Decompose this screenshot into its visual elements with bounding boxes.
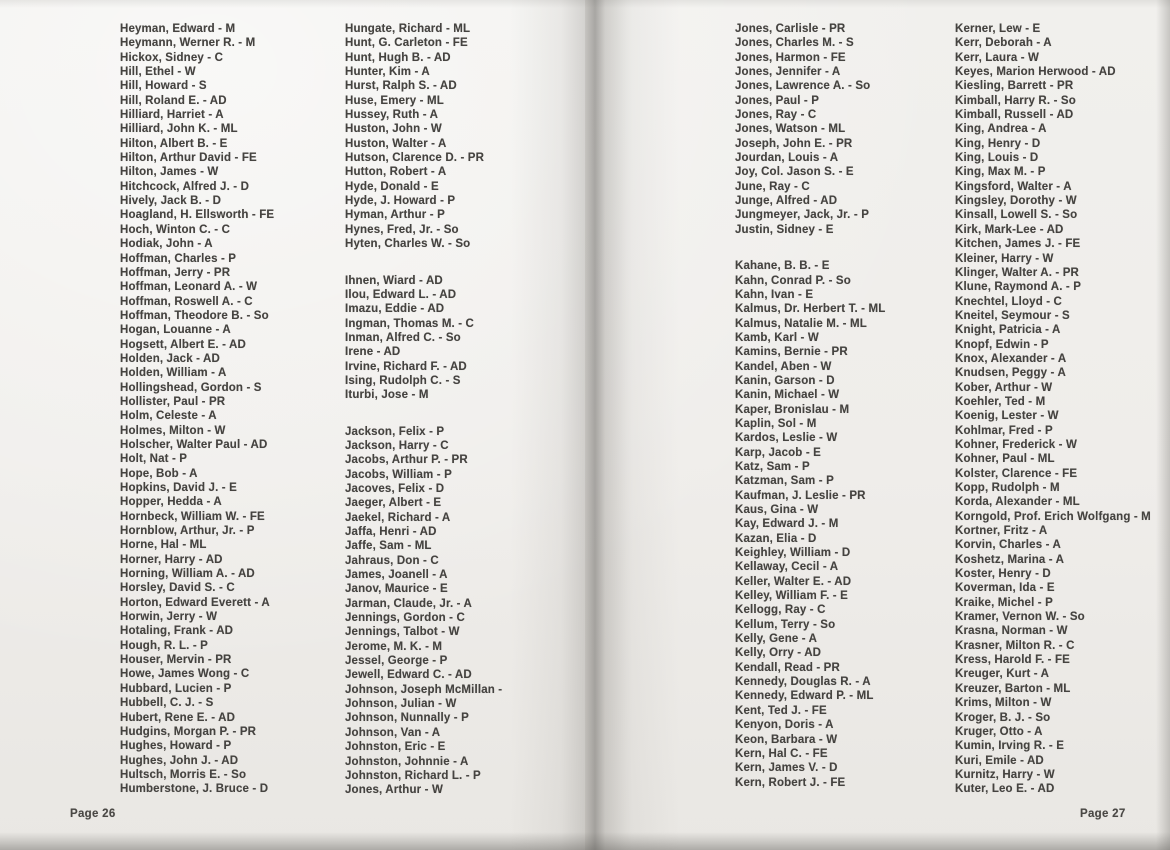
directory-entry: Kinsall, Lowell S. - So: [955, 209, 1078, 222]
directory-entry: Kruger, Otto - A: [955, 725, 1043, 738]
directory-entry: Kelley, William F. - E: [735, 590, 848, 603]
directory-entry: Jungmeyer, Jack, Jr. - P: [735, 209, 870, 222]
directory-entry: King, Max M. - P: [955, 166, 1046, 179]
directory-entry: Kanin, Michael - W: [735, 389, 840, 402]
directory-entry: Hultsch, Morris E. - So: [120, 768, 247, 781]
directory-entry: Klune, Raymond A. - P: [955, 281, 1082, 294]
directory-entry: Horton, Edward Everett - A: [120, 596, 270, 609]
directory-entry: Horne, Hal - ML: [120, 539, 207, 552]
directory-entry: Jones, Jennifer - A: [735, 66, 841, 79]
directory-entry: Keon, Barbara - W: [735, 733, 838, 746]
directory-entry: Kelly, Orry - AD: [735, 647, 822, 660]
directory-entry: June, Ray - C: [735, 180, 810, 193]
directory-entry: Huston, Walter - A: [345, 137, 447, 150]
directory-entry: Hodiak, John - A: [120, 238, 213, 251]
directory-entry: Katz, Sam - P: [735, 460, 810, 473]
directory-entry: Kiesling, Barrett - PR: [955, 80, 1074, 93]
directory-entry: Jones, Carlisle - PR: [735, 23, 846, 35]
directory-entry: Kaplin, Sol - M: [735, 417, 817, 430]
directory-entry: Kleiner, Harry - W: [955, 252, 1054, 265]
directory-entry: Krasner, Milton R. - C: [955, 639, 1075, 652]
directory-entry: Hutson, Clarence D. - PR: [345, 152, 485, 165]
directory-entry: Hoagland, H. Ellsworth - FE: [120, 209, 275, 222]
directory-entry: Hitchcock, Alfred J. - D: [120, 180, 250, 193]
directory-entry: Holt, Nat - P: [120, 453, 188, 466]
directory-entry: Iturbi, Jose - M: [345, 389, 429, 402]
directory-entry: Hyde, Donald - E: [345, 180, 439, 193]
directory-entry: Hoffman, Charles - P: [120, 252, 237, 265]
directory-entry: Hornblow, Arthur, Jr. - P: [120, 525, 255, 538]
directory-entry: Hoffman, Jerry - PR: [120, 266, 231, 279]
directory-entry: Hogsett, Albert E. - AD: [120, 338, 246, 351]
directory-entry: Hynes, Fred, Jr. - So: [345, 223, 459, 236]
directory-entry: Kellum, Terry - So: [735, 618, 836, 631]
directory-entry: Hunter, Kim - A: [345, 66, 430, 79]
directory-entry: Kohner, Frederick - W: [955, 438, 1078, 451]
directory-entry: Jessel, George - P: [345, 655, 448, 668]
directory-entry: Jones, Paul - P: [735, 94, 820, 107]
directory-entry: King, Andrea - A: [955, 123, 1047, 136]
directory-entry: Jaffa, Henri - AD: [345, 526, 437, 538]
directory-entry: Kern, James V. - D: [735, 762, 838, 775]
directory-entry: Kortner, Fritz - A: [955, 525, 1048, 538]
directory-entry: Holden, Jack - AD: [120, 352, 220, 365]
directory-entry: Koverman, Ida - E: [955, 582, 1055, 595]
directory-entry: Junge, Alfred - AD: [735, 195, 838, 208]
directory-entry: Knight, Patricia - A: [955, 324, 1061, 337]
directory-entry: Hyman, Arthur - P: [345, 209, 445, 222]
directory-entry: Kreuger, Kurt - A: [955, 668, 1050, 681]
directory-entry: Kohlmar, Fred - P: [955, 424, 1053, 437]
directory-entry: Heymann, Werner R. - M: [120, 37, 256, 50]
directory-entry: Howe, James Wong - C: [120, 668, 250, 681]
directory-entry: Kamins, Bernie - PR: [735, 346, 848, 359]
directory-entry: Johnston, Johnnie - A: [345, 755, 469, 768]
directory-entry: Hilliard, Harriet - A: [120, 109, 224, 122]
directory-entry: Kellogg, Ray - C: [735, 604, 826, 617]
directory-entry: Joy, Col. Jason S. - E: [735, 166, 854, 179]
directory-entry: Knudsen, Peggy - A: [955, 367, 1066, 380]
directory-entry: Justin, Sidney - E: [735, 223, 834, 236]
directory-entry: Kent, Ted J. - FE: [735, 704, 827, 717]
directory-entry: Kitchen, James J. - FE: [955, 238, 1081, 251]
directory-entry: Hunt, G. Carleton - FE: [345, 37, 468, 50]
directory-entry: Korngold, Prof. Erich Wolfgang - M: [955, 510, 1151, 523]
directory-entry: Kanin, Garson - D: [735, 374, 835, 387]
directory-entry: Johnson, Joseph McMillan -: [345, 683, 503, 696]
directory-entry: Huston, John - W: [345, 123, 442, 136]
directory-entry: Hotaling, Frank - AD: [120, 625, 234, 638]
directory-entry: Knox, Alexander - A: [955, 352, 1067, 365]
directory-entry: Johnson, Van - A: [345, 726, 441, 739]
directory-entry: Kaper, Bronislau - M: [735, 403, 850, 416]
directory-entry: Kendall, Read - PR: [735, 661, 840, 674]
directory-entry: Krasna, Norman - W: [955, 625, 1068, 638]
directory-entry: Johnson, Nunnally - P: [345, 712, 469, 725]
directory-entry: Jourdan, Louis - A: [735, 152, 839, 165]
directory-entry: Holscher, Walter Paul - AD: [120, 438, 268, 451]
directory-entry: Kazan, Elia - D: [735, 532, 817, 545]
directory-entry: Kahn, Ivan - E: [735, 288, 814, 301]
directory-entry: Kamb, Karl - W: [735, 331, 819, 344]
directory-entry: Kolster, Clarence - FE: [955, 467, 1078, 480]
page-number-left: Page 26: [70, 808, 116, 820]
directory-entry: Keller, Walter E. - AD: [735, 575, 852, 588]
directory-entry: Inman, Alfred C. - So: [345, 331, 461, 344]
list-group-gap: [345, 403, 577, 425]
directory-entry: Krims, Milton - W: [955, 697, 1052, 710]
directory-entry: Hurst, Ralph S. - AD: [345, 80, 457, 93]
directory-entry: Hyde, J. Howard - P: [345, 195, 456, 208]
directory-entry: Horner, Harry - AD: [120, 553, 223, 566]
directory-entry: King, Louis - D: [955, 152, 1039, 165]
directory-entry: Jerome, M. K. - M: [345, 640, 443, 653]
directory-entry: Kneitel, Seymour - S: [955, 309, 1070, 322]
directory-entry: Kelly, Gene - A: [735, 633, 818, 646]
directory-entry: Kirk, Mark-Lee - AD: [955, 223, 1064, 236]
directory-entry: Kerr, Deborah - A: [955, 37, 1052, 50]
directory-entry: Johnston, Eric - E: [345, 741, 446, 754]
directory-entry: Kalmus, Natalie M. - ML: [735, 317, 867, 330]
directory-entry: Humberstone, J. Bruce - D: [120, 783, 269, 796]
directory-entry: Hussey, Ruth - A: [345, 109, 439, 122]
directory-entry: Jones, Watson - ML: [735, 123, 846, 136]
name-column-4: [955, 22, 1170, 797]
directory-entry: Kennedy, Edward P. - ML: [735, 690, 874, 703]
directory-entry: Hilton, James - W: [120, 166, 219, 179]
directory-entry: Knopf, Edwin - P: [955, 338, 1049, 351]
directory-entry: Ilou, Edward L. - AD: [345, 288, 457, 301]
directory-entry: Jennings, Gordon - C: [345, 612, 465, 625]
directory-entry: Klinger, Walter A. - PR: [955, 266, 1080, 279]
directory-entry: Irene - AD: [345, 346, 401, 359]
directory-entry: Heyman, Edward - M: [120, 23, 236, 35]
directory-entry: Kellaway, Cecil - A: [735, 561, 839, 574]
page-number-right: Page 27: [1080, 808, 1126, 820]
directory-entry: Imazu, Eddie - AD: [345, 303, 445, 316]
directory-entry: Hunt, Hugh B. - AD: [345, 51, 451, 64]
directory-entry: Kuri, Emile - AD: [955, 754, 1044, 767]
directory-entry: Kahn, Conrad P. - So: [735, 274, 851, 287]
directory-entry: Jennings, Talbot - W: [345, 626, 460, 639]
directory-entry: Jackson, Harry - C: [345, 439, 449, 452]
list-group-gap: [345, 252, 577, 274]
directory-entry: Janov, Maurice - E: [345, 583, 448, 596]
directory-entry: Hill, Ethel - W: [120, 66, 196, 79]
directory-entry: Kingsley, Dorothy - W: [955, 195, 1077, 208]
directory-entry: Hollister, Paul - PR: [120, 395, 226, 408]
directory-entry: Kopp, Rudolph - M: [955, 482, 1060, 494]
directory-entry: Kimball, Harry R. - So: [955, 94, 1076, 107]
directory-entry: Jacoves, Felix - D: [345, 482, 445, 495]
directory-entry: Hill, Howard - S: [120, 80, 207, 93]
directory-entry: Kohner, Paul - ML: [955, 453, 1055, 466]
directory-entry: Hoffman, Leonard A. - W: [120, 281, 258, 294]
directory-entry: Holden, William - A: [120, 367, 227, 380]
directory-entry: Koenig, Lester - W: [955, 410, 1059, 423]
directory-entry: Kreuzer, Barton - ML: [955, 682, 1071, 695]
directory-entry: Kober, Arthur - W: [955, 381, 1053, 394]
directory-entry: Horwin, Jerry - W: [120, 611, 218, 624]
directory-entry: Kern, Hal C. - FE: [735, 747, 828, 760]
directory-entry: King, Henry - D: [955, 137, 1041, 150]
directory-entry: Hopkins, David J. - E: [120, 482, 237, 494]
name-column-2: [345, 22, 577, 798]
directory-entry: Kandel, Aben - W: [735, 360, 832, 373]
directory-entry: Johnson, Julian - W: [345, 698, 457, 711]
directory-entry: Kerner, Lew - E: [955, 23, 1041, 35]
directory-entry: Kahane, B. B. - E: [735, 260, 830, 273]
directory-entry: Johnston, Richard L. - P: [345, 769, 481, 782]
directory-entry: Kern, Robert J. - FE: [735, 776, 846, 789]
directory-entry: Keyes, Marion Herwood - AD: [955, 66, 1116, 79]
directory-entry: Kurnitz, Harry - W: [955, 768, 1055, 781]
directory-entry: Ingman, Thomas M. - C: [345, 317, 475, 330]
directory-entry: Hudgins, Morgan P. - PR: [120, 725, 257, 738]
directory-entry: Hungate, Richard - ML: [345, 23, 471, 35]
directory-entry: Korda, Alexander - ML: [955, 496, 1080, 509]
directory-entry: Hoch, Winton C. - C: [120, 223, 231, 236]
directory-entry: Hubert, Rene E. - AD: [120, 711, 236, 724]
directory-entry: Kardos, Leslie - W: [735, 432, 838, 445]
directory-entry: Houser, Mervin - PR: [120, 654, 232, 667]
list-group-gap: [735, 237, 967, 259]
directory-entry: Koehler, Ted - M: [955, 395, 1046, 408]
directory-entry: Koster, Henry - D: [955, 568, 1051, 581]
directory-entry: Kingsford, Walter - A: [955, 180, 1072, 193]
directory-entry: Kraike, Michel - P: [955, 596, 1053, 609]
directory-entry: Hughes, John J. - AD: [120, 754, 239, 767]
directory-entry: Hilton, Arthur David - FE: [120, 152, 257, 165]
directory-entry: James, Joanell - A: [345, 569, 448, 582]
directory-entry: Hilliard, John K. - ML: [120, 123, 238, 136]
directory-entry: Jones, Lawrence A. - So: [735, 80, 871, 93]
directory-entry: Kimball, Russell - AD: [955, 109, 1074, 122]
directory-entry: Hilton, Albert B. - E: [120, 137, 228, 150]
directory-entry: Hollingshead, Gordon - S: [120, 381, 262, 394]
directory-entry: Jaffe, Sam - ML: [345, 540, 432, 553]
directory-entry: Jaekel, Richard - A: [345, 511, 451, 524]
directory-entry: Kroger, B. J. - So: [955, 711, 1051, 724]
directory-entry: Hornbeck, William W. - FE: [120, 510, 265, 523]
directory-entry: Kramer, Vernon W. - So: [955, 611, 1085, 624]
directory-entry: Huse, Emery - ML: [345, 94, 444, 107]
directory-entry: Jones, Ray - C: [735, 109, 817, 122]
directory-entry: Hively, Jack B. - D: [120, 195, 222, 208]
directory-entry: Holmes, Milton - W: [120, 424, 226, 437]
directory-entry: Korvin, Charles - A: [955, 539, 1061, 552]
directory-entry: Hogan, Louanne - A: [120, 324, 231, 337]
directory-entry: Koshetz, Marina - A: [955, 553, 1065, 566]
directory-entry: Kumin, Irving R. - E: [955, 740, 1065, 753]
directory-entry: Hickox, Sidney - C: [120, 51, 224, 64]
directory-entry: Ihnen, Wiard - AD: [345, 274, 443, 287]
directory-entry: Jacobs, Arthur P. - PR: [345, 454, 468, 467]
directory-entry: Jones, Harmon - FE: [735, 51, 846, 64]
directory-entry: Jacobs, William - P: [345, 468, 452, 481]
directory-entry: Kaus, Gina - W: [735, 504, 819, 516]
directory-entry: Hoffman, Theodore B. - So: [120, 309, 269, 322]
directory-entry: Keighley, William - D: [735, 547, 851, 560]
directory-entry: Kress, Harold F. - FE: [955, 654, 1070, 667]
directory-entry: Jackson, Felix - P: [345, 425, 445, 438]
directory-entry: Hill, Roland E. - AD: [120, 94, 227, 107]
directory-entry: Hopper, Hedda - A: [120, 496, 222, 509]
directory-entry: Jaeger, Albert - E: [345, 497, 442, 510]
directory-entry: Jewell, Edward C. - AD: [345, 669, 472, 682]
directory-entry: Hubbard, Lucien - P: [120, 682, 232, 695]
directory-entry: Jarman, Claude, Jr. - A: [345, 597, 473, 610]
directory-entry: Hough, R. L. - P: [120, 639, 208, 652]
directory-entry: Jones, Charles M. - S: [735, 37, 854, 50]
directory-entry: Ising, Rudolph C. - S: [345, 374, 461, 387]
directory-entry: Kenyon, Doris - A: [735, 719, 834, 732]
directory-entry: Jahraus, Don - C: [345, 554, 439, 567]
directory-entry: Hughes, Howard - P: [120, 740, 232, 753]
directory-entry: Kennedy, Douglas R. - A: [735, 676, 871, 689]
directory-entry: Kaufman, J. Leslie - PR: [735, 489, 866, 502]
directory-entry: Horsley, David S. - C: [120, 582, 235, 595]
directory-entry: Kerr, Laura - W: [955, 51, 1040, 64]
directory-entry: Hoffman, Roswell A. - C: [120, 295, 253, 308]
directory-entry: Jones, Arthur - W: [345, 784, 443, 797]
directory-entry: Horning, William A. - AD: [120, 568, 255, 581]
name-column-1: [120, 22, 352, 797]
directory-entry: Kuter, Leo E. - AD: [955, 783, 1055, 796]
directory-entry: Knechtel, Lloyd - C: [955, 295, 1062, 308]
directory-entry: Katzman, Sam - P: [735, 475, 834, 488]
directory-entry: Holm, Celeste - A: [120, 410, 217, 423]
directory-entry: Kalmus, Dr. Herbert T. - ML: [735, 303, 886, 316]
name-column-3: [735, 22, 967, 790]
directory-entry: Hutton, Robert - A: [345, 166, 447, 179]
directory-entry: Irvine, Richard F. - AD: [345, 360, 467, 373]
directory-entry: Kay, Edward J. - M: [735, 518, 839, 531]
directory-entry: Karp, Jacob - E: [735, 446, 821, 459]
directory-entry: Hyten, Charles W. - So: [345, 238, 471, 251]
directory-entry: Joseph, John E. - PR: [735, 137, 853, 150]
directory-entry: Hope, Bob - A: [120, 467, 198, 480]
right-page: [585, 0, 1170, 850]
directory-entry: Hubbell, C. J. - S: [120, 697, 214, 710]
